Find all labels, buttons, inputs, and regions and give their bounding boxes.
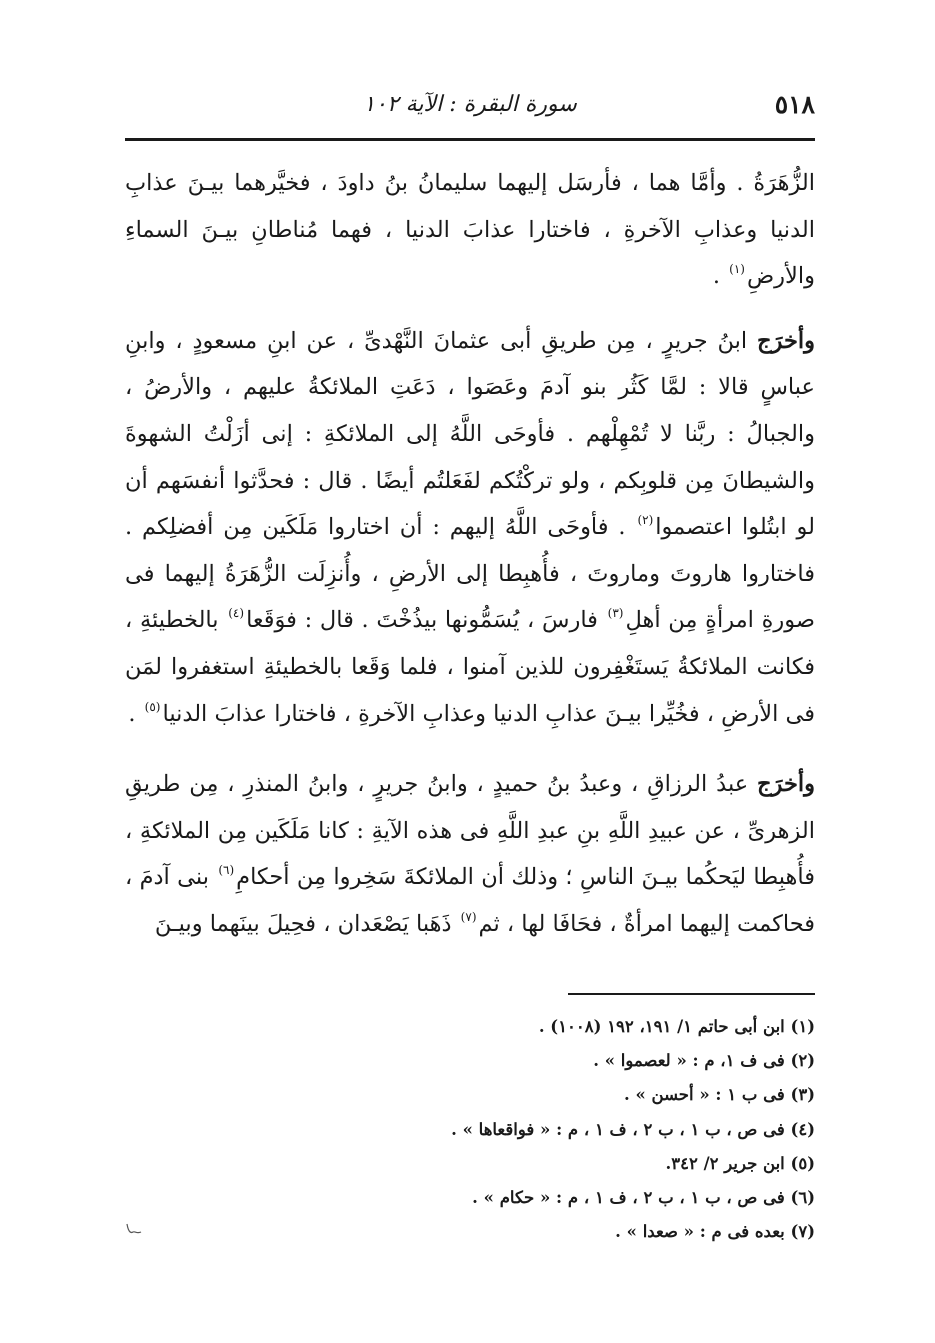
paragraph-3 — [125, 761, 815, 947]
paragraph-1 — [125, 160, 815, 300]
footnote-ref-5[interactable]: (٥) — [144, 699, 161, 714]
footnote-ref-1[interactable]: (١) — [729, 262, 745, 277]
footnote-2: (٢) فى ف ١، م : « لعصموا » . — [593, 1051, 815, 1071]
paragraph-text: بنى آدمَ ، فحاكمت إليهما امرأةٌ ، فحَافَا لها ، ثم — [125, 864, 815, 937]
paragraph-2 — [125, 318, 815, 737]
paragraph-text: فارسَ ، يُسَمُّونها بيذُخْتَ . قال : فوَقَعا — [246, 607, 606, 634]
paragraph-text: عبدُ الرزاقِ ، وعبدُ بنُ حميدٍ ، وابنُ جريرٍ ، وابنُ المنذرِ ، مِن طريقِ الزهرىِّ ، عن عبيدِ اللَّهِ بنِ عبدِ اللَّهِ فى هذه الآيةِ : كانا مَلَكَين مِن الملائكةِ ، فأُهبِطا ليَحكُما بيـنَ الناسِ ؛ وذلك أن الملائكةَ سَخِروا مِن أحكامِ — [125, 771, 815, 891]
paragraph-text: . — [128, 700, 143, 727]
footnote-rule — [568, 993, 815, 995]
paragraph-text: ذَهَبا يَصْعَدان ، فحِيلَ بينَهما وبيـنَ — [154, 910, 459, 937]
header-rule — [125, 138, 815, 141]
footnote-ref-7[interactable]: (٧) — [460, 909, 477, 924]
footnote-5: (٥) ابن جرير ٢/ ٣٤٢. — [665, 1153, 815, 1173]
footnote-ref-4[interactable]: (٤) — [228, 606, 245, 621]
footnotes — [300, 1010, 815, 1249]
stray-pen-mark — [125, 1222, 147, 1238]
footnote-7: (٧) بعده فى م : « صعدا » . — [615, 1222, 815, 1242]
footnote-4: (٤) فى ص ، ب ١ ، ب ٢ ، ف ١ ، م : « فواقعاها » . — [451, 1119, 815, 1139]
footnote-3: (٣) فى ب ١ : « أحسن » . — [623, 1085, 815, 1105]
keyword-akhraja: وأخرَج — [757, 327, 815, 354]
paragraph-text: بالخطيئةِ ، فكانت الملائكةُ يَستَغْفِرون للذين آمنوا ، فلما وَقَعا بالخطيئةِ استغفروا لمَن فى الأرضِ ، فخُيِّرا بيـنَ عذابِ الدنيا وعذابِ الآخرةِ ، فاختارا عذابَ الدنيا — [125, 607, 815, 727]
running-title: سورة البقرة : الآية ١٠٢ — [363, 92, 577, 117]
page-header — [125, 90, 815, 124]
paragraph-text: الزُّهَرَةُ . وأمَّا هما ، فأرسَل إليهما سليمانُ بنُ داودَ ، فخيَّرهما بيـنَ عذابِ الدنيا وعذابِ الآخرةِ ، فاختارا عذابَ الدنيا ، فهما مُناطانِ بيـنَ السماءِ والأرضِ — [125, 170, 815, 290]
footnote-ref-3[interactable]: (٣) — [607, 606, 624, 621]
footnote-ref-6[interactable]: (٦) — [218, 863, 235, 878]
keyword-akhraja: وأخرَج — [757, 771, 815, 798]
footnote-ref-2[interactable]: (٢) — [637, 513, 654, 528]
paragraph-text: ابنُ جريرٍ ، مِن طريقِ أبى عثمانَ النَّهْدىِّ ، عن ابنِ مسعودٍ ، وابنِ عباسٍ قالا : لمَّا كَثُر بنو آدمَ وعَصَوا ، دَعَتِ الملائكةُ عليهم ، والأرضُ ، والجبالُ : ربَّنا لا تُمْهِلْهم . فأوحَى اللَّهُ إلى الملائكةِ : إنى أزَلْتُ الشهوةَ والشيطانَ مِن قلوبِكم ، ولو تركْتُكم لفَعَلتُم أيضًا . قال : فحدَّثوا أنفسَهم أن لو ابتُلوا اعتصموا — [125, 327, 815, 541]
paragraph-text: . — [712, 263, 728, 290]
footnote-6: (٦) فى ص ، ب ١ ، ب ٢ ، ف ١ ، م : « حكام » . — [472, 1188, 815, 1208]
main-text — [125, 160, 815, 972]
footnote-1: (١) ابن أبى حاتم ١/ ١٩١، ١٩٢ (١٠٠٨) . — [538, 1017, 815, 1036]
page-number: ٥١٨ — [774, 90, 815, 119]
paragraph-text: . فأوحَى اللَّهُ إليهم : أن اختاروا مَلَكَين مِن أفضلِكم . فاختاروا هاروتَ وماروتَ ، فأُهبِطا إلى الأرضِ ، وأُنزِلَت الزُّهَرَةُ إليهما فى صورةِ امرأةٍ مِن أهلِ — [125, 514, 815, 634]
